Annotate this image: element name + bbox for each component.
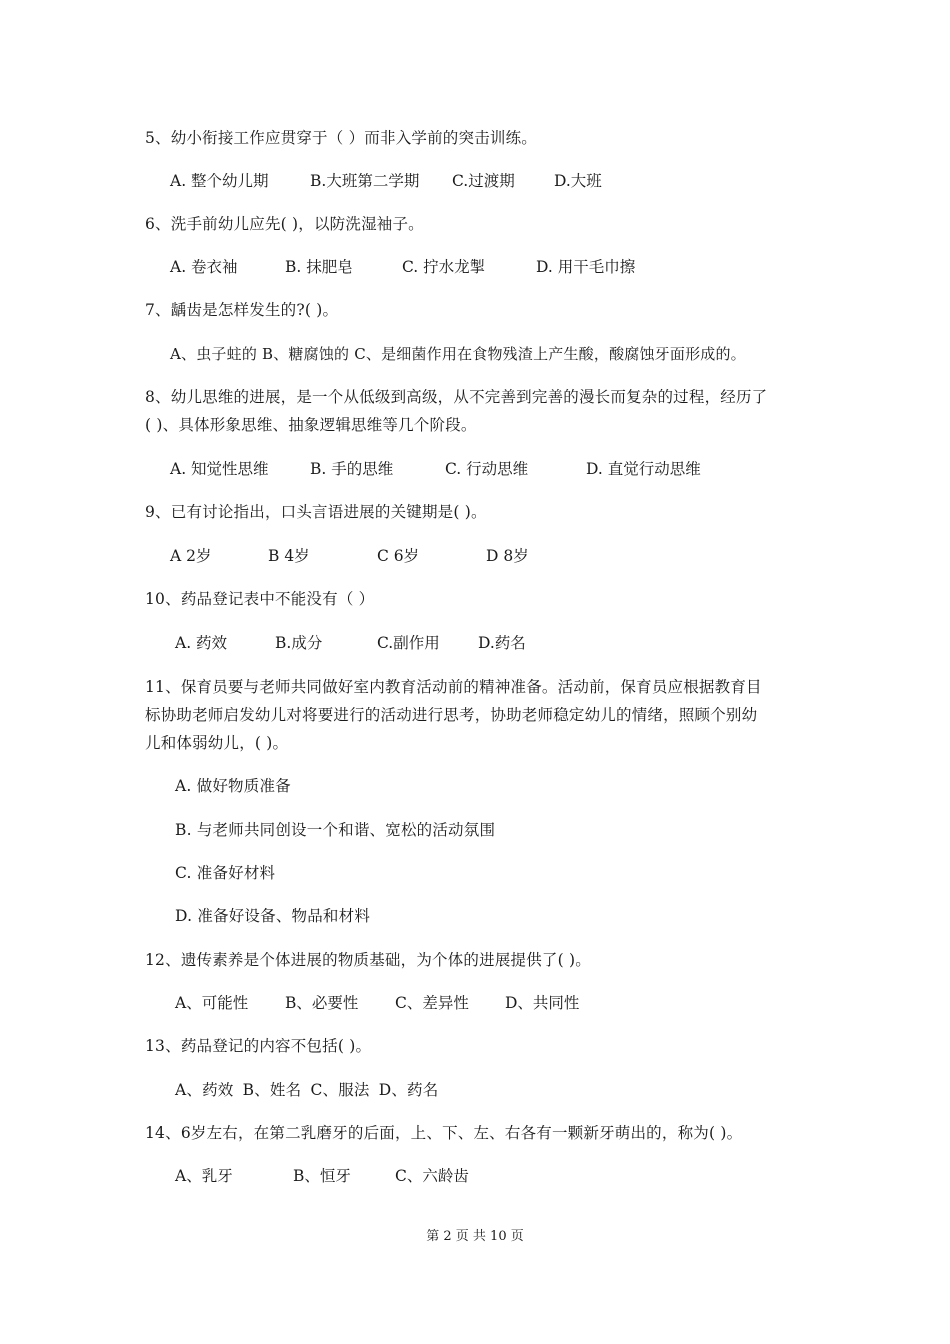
option-c: C.过渡期	[452, 172, 515, 190]
option-c: C. 拧水龙掣	[402, 258, 486, 276]
option-c: C. 行动思维	[445, 460, 529, 478]
option-a: A、乳牙	[175, 1167, 233, 1185]
option-a: A. 整个幼儿期	[170, 172, 269, 190]
option-d: D. 直觉行动思维	[586, 460, 701, 478]
question-9-stem: 9、已有讨论指出，口头言语进展的关键期是( )。	[145, 503, 487, 521]
question-7-options: A、虫子蛀的 B、糖腐蚀的 C、是细菌作用在食物残渣上产生酸，酸腐蚀牙面形成的。	[170, 345, 746, 363]
option-b: B. 手的思维	[310, 460, 394, 478]
question-5-stem: 5、幼小衔接工作应贯穿于（ ）而非入学前的突击训练。	[145, 129, 537, 147]
option-c: C 6岁	[377, 547, 420, 565]
option-a: A、可能性	[175, 994, 249, 1012]
question-8-stem-line-1: 8、幼儿思维的进展，是一个从低级到高级，从不完善到完善的漫长而复杂的过程，经历了	[145, 388, 768, 406]
option-a: A. 卷衣袖	[170, 258, 238, 276]
option-b: B.成分	[275, 634, 323, 652]
option-d: D.药名	[478, 634, 526, 652]
option-d: D. 用干毛巾擦	[536, 258, 636, 276]
question-11-stem-line-3: 儿和体弱幼儿，( )。	[145, 734, 289, 752]
question-8-stem-line-2: ( )、具体形象思维、抽象逻辑思维等几个阶段。	[145, 416, 477, 434]
question-6-stem: 6、洗手前幼儿应先( )，以防洗湿袖子。	[145, 215, 424, 233]
page-number-footer: 第 2 页 共 10 页	[426, 1229, 524, 1244]
option-b: B、必要性	[285, 994, 359, 1012]
question-14-stem: 14、6岁左右，在第二乳磨牙的后面，上、下、左、右各有一颗新牙萌出的，称为( )。	[145, 1124, 743, 1142]
question-10-stem: 10、药品登记表中不能没有（ ）	[145, 590, 375, 608]
option-c: C、差异性	[395, 994, 469, 1012]
question-7-stem: 7、龋齿是怎样发生的?( )。	[145, 301, 339, 319]
option-a: A. 知觉性思维	[170, 460, 269, 478]
option-d: D.大班	[554, 172, 602, 190]
question-11-stem-line-2: 标协助老师启发幼儿对将要进行的活动进行思考，协助老师稳定幼儿的情绪，照顾个别幼	[145, 706, 758, 724]
question-11-option-b: B. 与老师共同创设一个和谐、宽松的活动氛围	[175, 821, 496, 839]
option-a: A 2岁	[170, 547, 212, 565]
question-11-option-c: C. 准备好材料	[175, 864, 276, 882]
option-c: C.副作用	[377, 634, 440, 652]
question-11-option-d: D. 准备好设备、物品和材料	[175, 907, 371, 925]
question-13-stem: 13、药品登记的内容不包括( )。	[145, 1037, 372, 1055]
option-b: B 4岁	[268, 547, 310, 565]
option-a: A. 药效	[175, 634, 228, 652]
option-b: B、恒牙	[293, 1167, 351, 1185]
option-b: B. 抹肥皂	[285, 258, 353, 276]
question-12-stem: 12、遗传素养是个体进展的物质基础，为个体的进展提供了( )。	[145, 951, 591, 969]
option-d: D 8岁	[486, 547, 529, 565]
question-13-options: A、药效 B、姓名 C、服法 D、药名	[175, 1081, 439, 1099]
question-11-option-a: A. 做好物质准备	[175, 777, 291, 795]
question-11-stem-line-1: 11、保育员要与老师共同做好室内教育活动前的精神准备。活动前，保育员应根据教育目	[145, 678, 762, 696]
option-c: C、六龄齿	[395, 1167, 469, 1185]
option-b: B.大班第二学期	[310, 172, 420, 190]
option-d: D、共同性	[505, 994, 580, 1012]
